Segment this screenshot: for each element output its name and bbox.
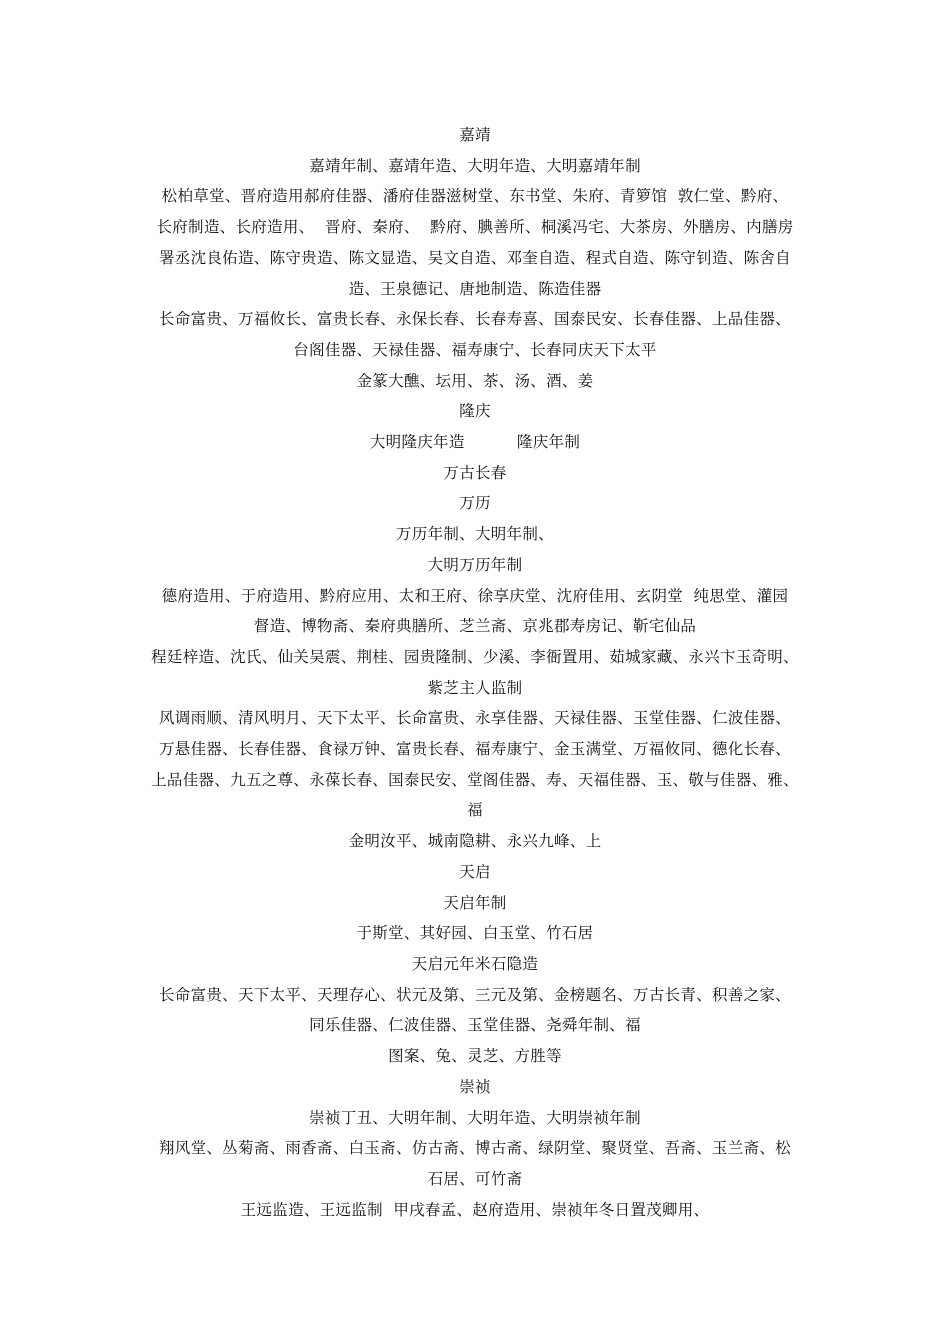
text-line: 石居、可竹斋 [427, 1169, 523, 1188]
text-line: 王远监造、王远监制 甲戌春孟、赵府造用、崇祯年冬日置茂卿用、 [240, 1200, 710, 1219]
text-line: 图案、兔、灵芝、方胜等 [388, 1047, 562, 1066]
text-line: 程廷梓造、沈氏、仙关吴震、荆桂、园贵隆制、少溪、李衙置用、茹城家藏、永兴卞玉奇明、 [151, 647, 799, 666]
text-line: 署丞沈良佑造、陈守贵造、陈文显造、吴文自造、邓奎自造、程式自造、陈守钊造、陈舍自 [158, 248, 791, 267]
text-line: 万历年制、大明年制、 [395, 525, 554, 544]
text-line: 紫芝主人监制 [427, 678, 523, 697]
text-line: 于斯堂、其好园、白玉堂、竹石居 [356, 924, 594, 943]
text-line: 督造、博物斋、秦府典膳所、芝兰斋、京兆郡寿房记、靳宅仙品 [253, 617, 697, 636]
text-line: 德府造用、于府造用、黔府应用、太和王府、徐享庆堂、沈府佳用、玄阴堂 纯思堂、灌园 [161, 586, 789, 605]
text-line: 长命富贵、天下太平、天理存心、状元及第、三元及第、金榜题名、万古长青、积善之家、 [158, 985, 791, 1004]
text-line: 松柏草堂、晋府造用郝府佳器、潘府佳器滋树堂、东书堂、朱府、青箩馆 敦仁堂、黔府、 [161, 187, 789, 206]
heading-longqing: 隆庆 [459, 402, 491, 421]
text-line: 造、王泉德记、唐地制造、陈造佳器 [348, 279, 602, 298]
text-line: 长命富贵、万福攸长、富贵长春、永保长春、长春寿喜、国泰民安、长春佳器、上品佳器、 [158, 310, 791, 329]
text-line: 福 [467, 801, 483, 820]
heading-chongzhen: 崇祯 [459, 1077, 491, 1096]
text-line: 天启年制 [443, 893, 507, 912]
text-line: 翔风堂、丛菊斋、雨香斋、白玉斋、仿古斋、博古斋、绿阴堂、聚贤堂、吾斋、玉兰斋、松 [158, 1139, 791, 1158]
text-line: 大明万历年制 [427, 555, 523, 574]
text-line: 风调雨顺、清风明月、天下太平、长命富贵、永享佳器、天禄佳器、玉堂佳器、仁波佳器、 [158, 709, 791, 728]
text-line: 天启元年米石隐造 [411, 954, 539, 973]
text-line: 台阁佳器、天禄佳器、福寿康宁、长春同庆天下太平 [293, 340, 657, 359]
text-line: 万古长春 [443, 463, 507, 482]
text-line: 万悬佳器、长春佳器、食禄万钟、富贵长春、福寿康宁、金玉满堂、万福攸同、德化长春、 [158, 740, 791, 759]
document-page [140, 120, 810, 1225]
heading-wanli: 万历 [459, 494, 491, 513]
text-line: 大明隆庆年造 隆庆年制 [369, 433, 581, 452]
text-line: 崇祯丁丑、大明年制、大明年造、大明崇祯年制 [309, 1108, 641, 1127]
text-line: 上品佳器、九五之尊、永葆长春、国泰民安、堂阁佳器、寿、天福佳器、玉、敬与佳器、雅、 [151, 770, 799, 789]
text-line: 金篆大醮、坛用、茶、汤、酒、姜 [356, 371, 594, 390]
text-line: 长府制造、长府造用、 晋府、秦府、 黔府、腆善所、桐溪冯宅、大茶房、外膳房、内膳房 [156, 218, 794, 237]
heading-tianqi: 天启 [459, 862, 491, 881]
text-line: 嘉靖年制、嘉靖年造、大明年造、大明嘉靖年制 [309, 156, 641, 175]
text-line: 同乐佳器、仁波佳器、玉堂佳器、尧舜年制、福 [309, 1016, 641, 1035]
heading-jiajing: 嘉靖 [459, 126, 491, 144]
text-line: 金明汝平、城南隐耕、永兴九峰、上 [348, 832, 602, 851]
